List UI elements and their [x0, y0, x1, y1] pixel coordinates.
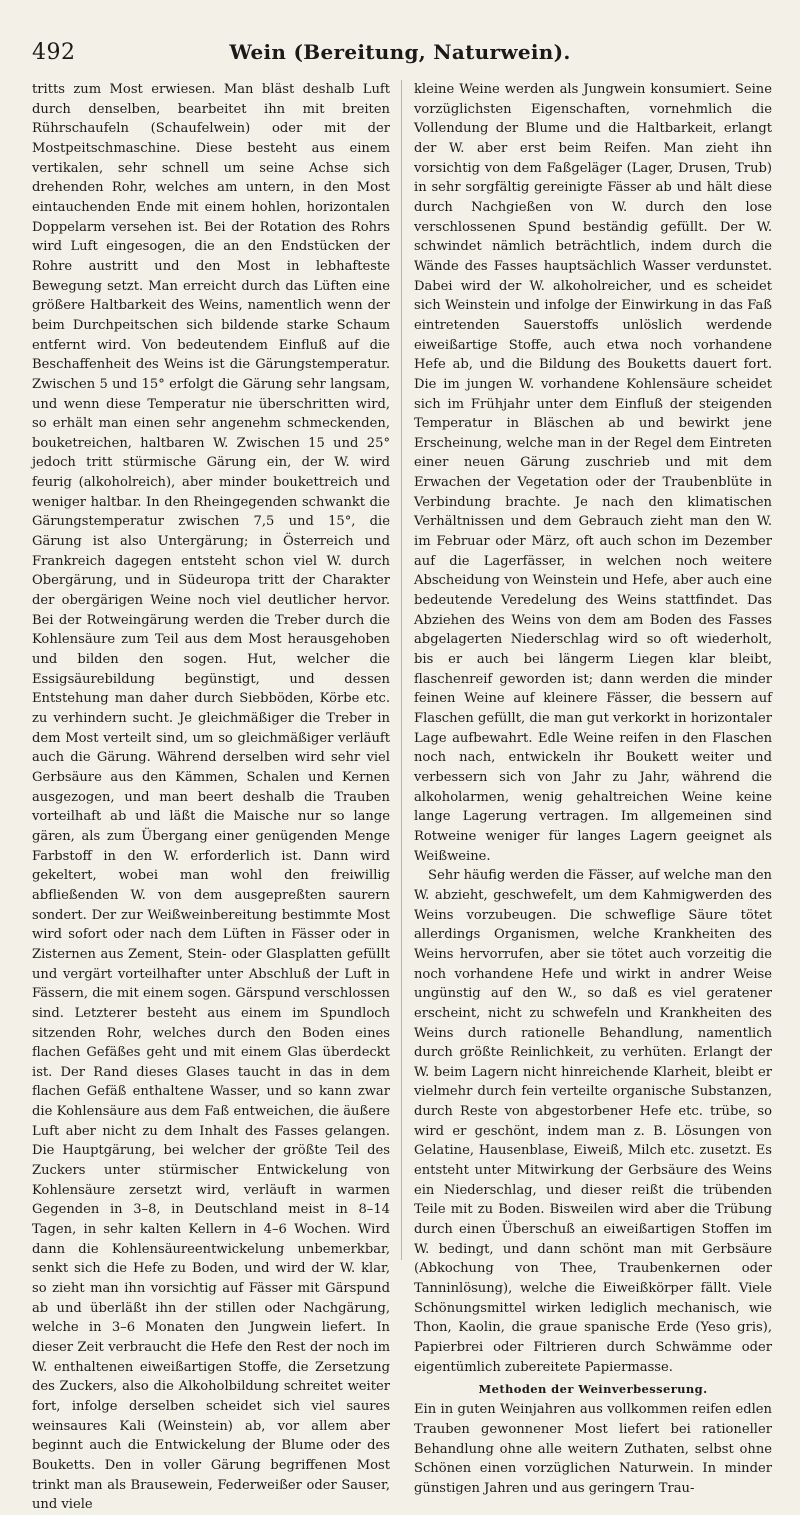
paragraph: kleine Weine werden als Jungwein konsumiert. Seine vorzüglichsten Eigenschaften, vornehmlich die Vollendung der Blume und die Haltbarkeit, erlangt der W. aber erst beim Reifen. Man zieht ihn vorsichtig von dem Faßgeläger (Lager, Drusen, Trub) in sehr sorgfältig gereinigte Fässer ab und hält diese durch Nachgießen von W. durch den lose verschlossenen Spund beständig gefüllt. Der W. schwindet nämlich beträchtlich, indem durch die Wände des Fasses hauptsächlich Wasser verdunstet. Dabei wird der W. alkoholreicher, und es scheidet sich Weinstein und infolge der Einwirkung in das Faß eintretenden Sauerstoffs unlöslich werdende eiweißartige Stoffe, auch etwa noch vorhandene Hefe ab, und die Bildung des Bouketts dauert fort. Die im jungen W. vorhandene Kohlensäure scheidet sich im Frühjahr unter dem Einfluß der steigenden Temperatur in Bläschen ab und bewirkt jene Erscheinung, welche man in der Regel dem Eintreten einer neuen Gärung zuschrieb und mit dem Erwachen der Vegetation oder der Traubenblüte in Verbindung brachte. Je nach den klimatischen Verhältnissen und dem Gebrauch zieht man den W. im Februar oder März, oft auch schon im Dezember auf die Lagerfässer, in welchen noch weitere Abscheidung von Weinstein und Hefe, aber auch eine bedeutende Veredelung des Weins stattfindet. Das Abziehen des Weins von dem am Boden des Fasses abgelagerten Niederschlag wird so oft wiederholt, bis er auch bei längerm Liegen klar bleibt, flaschenreif geworden ist; dann werden die minder feinen Weine auf kleinere Fässer, die bessern auf Flaschen gefüllt, die man gut verkorkt in horizontaler Lage aufbewahrt. Edle Weine reifen in den Flaschen noch nach, entwickeln ihr Boukett weiter und verbessern sich von Jahr zu Jahr, während die alkoholarmen, wenig gehaltreichen Weine keine lange Lagerung vertragen. Im allgemeinen sind Rotweine weniger für langes Lagern geeignet als Weißweine.	[414, 82, 772, 864]
paragraph: tritts zum Most erwiesen. Man bläst deshalb Luft durch denselben, bearbeitet ihn mit breiten Rührschaufeln (Schaufelwein) oder mit der Mostpeitschmaschine. Diese besteht aus einem vertikalen, sehr schnell um seine Achse sich drehenden Rohr, welches am untern, in den Most eintauchenden Ende mit einem hohlen, horizontalen Doppelarm versehen ist. Bei der Rotation des Rohrs wird Luft eingesogen, die an den Endstücken der Rohre austritt und den Most in lebhafteste Bewegung setzt. Man erreicht durch das Lüften eine größere Haltbarkeit des Weins, namentlich wenn der beim Durchpeitschen sich bildende starke Schaum entfernt wird. Von bedeutendem Einfluß auf die Beschaffenheit des Weins ist die Gärungstemperatur. Zwischen 5 und 15° erfolgt die Gärung sehr langsam, und wenn diese Temperatur nie überschritten wird, so erhält man einen sehr angenehm schmeckenden, bouketreichen, haltbaren W. Zwischen 15 und 25° jedoch tritt stürmische Gärung ein, der W. wird feurig (alkoholreich), aber minder boukettreich und weniger haltbar. In den Rheingegenden schwankt die Gärungstemperatur zwischen 7,5 und 15°, die Gärung ist also Untergärung; in Österreich und Frankreich dagegen entsteht schon viel W. durch Obergärung, und in Südeuropa tritt der Charakter der obergärigen Weine noch viel deutlicher hervor. Bei der Rotweingärung werden die Treber durch die Kohlensäure zum Teil aus dem Most herausgehoben und bilden den sogen. Hut, welcher die Essigsäurebildung begünstigt, und dessen Entstehung man daher durch Siebböden, Körbe etc. zu verhindern sucht. Je gleichmäßiger die Treber in dem Most verteilt sind, um so gleichmäßiger verläuft auch die Gärung. Während derselben wird sehr viel Gerbsäure aus den Kämmen, Schalen und Kernen ausgezogen, und man beert deshalb die Trauben vorteilhaft ab und läßt die Maische nur so lange gären, als zum Übergang einer genügenden Menge Farbstoff in den W. erforderlich ist. Dann wird gekeltert, wobei man wohl den freiwillig abfließenden W. von dem ausgepreßten saurern sondert. Der zur Weißweinbereitung bestimmte Most wird sofort oder nach dem Lüften in Fässer oder in Zisternen aus Zement, Stein- oder Glasplatten gefüllt und vergärt vorteilhafter unter Abschluß der Luft in Fässern, die mit einem sogen. Gärspund verschlossen sind. Letzterer besteht aus einem im Spundloch sitzenden Rohr, welches durch den Boden eines flachen Gefäßes geht und mit einem Glas überdeckt ist. Der Rand dieses Glases taucht in das in dem flachen Gefäß enthaltene Wasser, und so kann zwar die Kohlensäure aus dem Faß entweichen, die äußere Luft aber nicht zu dem Inhalt des Fasses gelangen. Die Hauptgärung, bei welcher der größte Teil des Zuckers unter stürmischer Entwickelung von Kohlensäure zersetzt wird, verläuft in warmen Gegenden in 3–8, in Deutschland meist in 8–14 Tagen, in sehr kalten Kellern in 4–6 Wochen. Wird dann die Kohlensäureentwickelung unbemerkbar, senkt sich die Hefe zu Boden, und wird der W. klar, so zieht man ihn vorsichtig auf Fässer mit Gärspund ab und überläßt ihn der stillen oder Nachgärung, welche in 3–6 Monaten den Jungwein liefert. In dieser Zeit verbraucht die Hefe den Rest der noch im W. enthaltenen eiweißartigen Stoffe, die Zersetzung des Zuckers, also die Alkoholbildung schreitet weiter fort, infolge derselben scheidet sich viel saures weinsaures Kali (Weinstein) ab, vor allem aber beginnt auch die Entwickelung der Blume oder des Bouketts. Den in voller Gärung begriffenen Most trinkt man als Brausewein, Federweißer oder Sauser, und viele	[32, 82, 390, 1513]
column-divider	[401, 80, 402, 1260]
running-head: Wein (Bereitung, Naturwein).	[229, 40, 571, 64]
page-number: 492	[32, 40, 76, 65]
left-column	[32, 80, 390, 1513]
text-columns	[32, 80, 772, 1513]
section-heading: Methoden der Weinverbesserung.	[478, 1382, 708, 1397]
right-column	[414, 80, 772, 1496]
paragraph: Sehr häufig werden die Fässer, auf welche man den W. abzieht, geschwefelt, um dem Kahmigwerden des Weins vorzubeugen. Die schweflige Säure tötet allerdings Organismen, welche Krankheiten des Weins hervorrufen, aber sie tötet auch vorzeitig die noch vorhandene Hefe und wirkt in andrer Weise ungünstig auf den W., so daß es viel geratener erscheint, nicht zu schwefeln und Krankheiten des Weins durch rationelle Behandlung, namentlich durch größte Reinlichkeit, zu verhüten. Erlangt der W. beim Lagern nicht hinreichende Klarheit, bleibt er vielmehr durch fein verteilte organische Substanzen, durch Reste von abgestorbener Hefe etc. trübe, so wird er geschönt, indem man z. B. Lösungen von Gelatine, Hausenblase, Eiweiß, Milch etc. zusetzt. Es entsteht unter Mitwirkung der Gerbsäure des Weins ein Niederschlag, und dieser reißt die trübenden Teile mit zu Boden. Bisweilen wird aber die Trübung durch einen Überschuß an eiweißartigen Stoffen im W. bedingt, und dann schönt man mit Gerbsäure (Abkochung von Thee, Traubenkernen oder Tanninlösung), welche die Eiweißkörper fällt. Viele Schönungsmittel wirken lediglich mechanisch, wie Thon, Kaolin, die graue spanische Erde (Yeso gris), Papierbrei oder Filtrieren durch Schwämme oder eigentümlich zubereitete Papiermasse.	[414, 868, 772, 1375]
paragraph: Ein in guten Weinjahren aus vollkommen reifen edlen Trauben gewonnener Most liefert bei rationeller Behandlung ohne alle weitern Zuthaten, selbst ohne Schönen einen vorzüglichen Naturwein. In minder günstigen Jahren und aus geringern Trau-	[414, 1402, 772, 1496]
page-header	[32, 40, 768, 68]
